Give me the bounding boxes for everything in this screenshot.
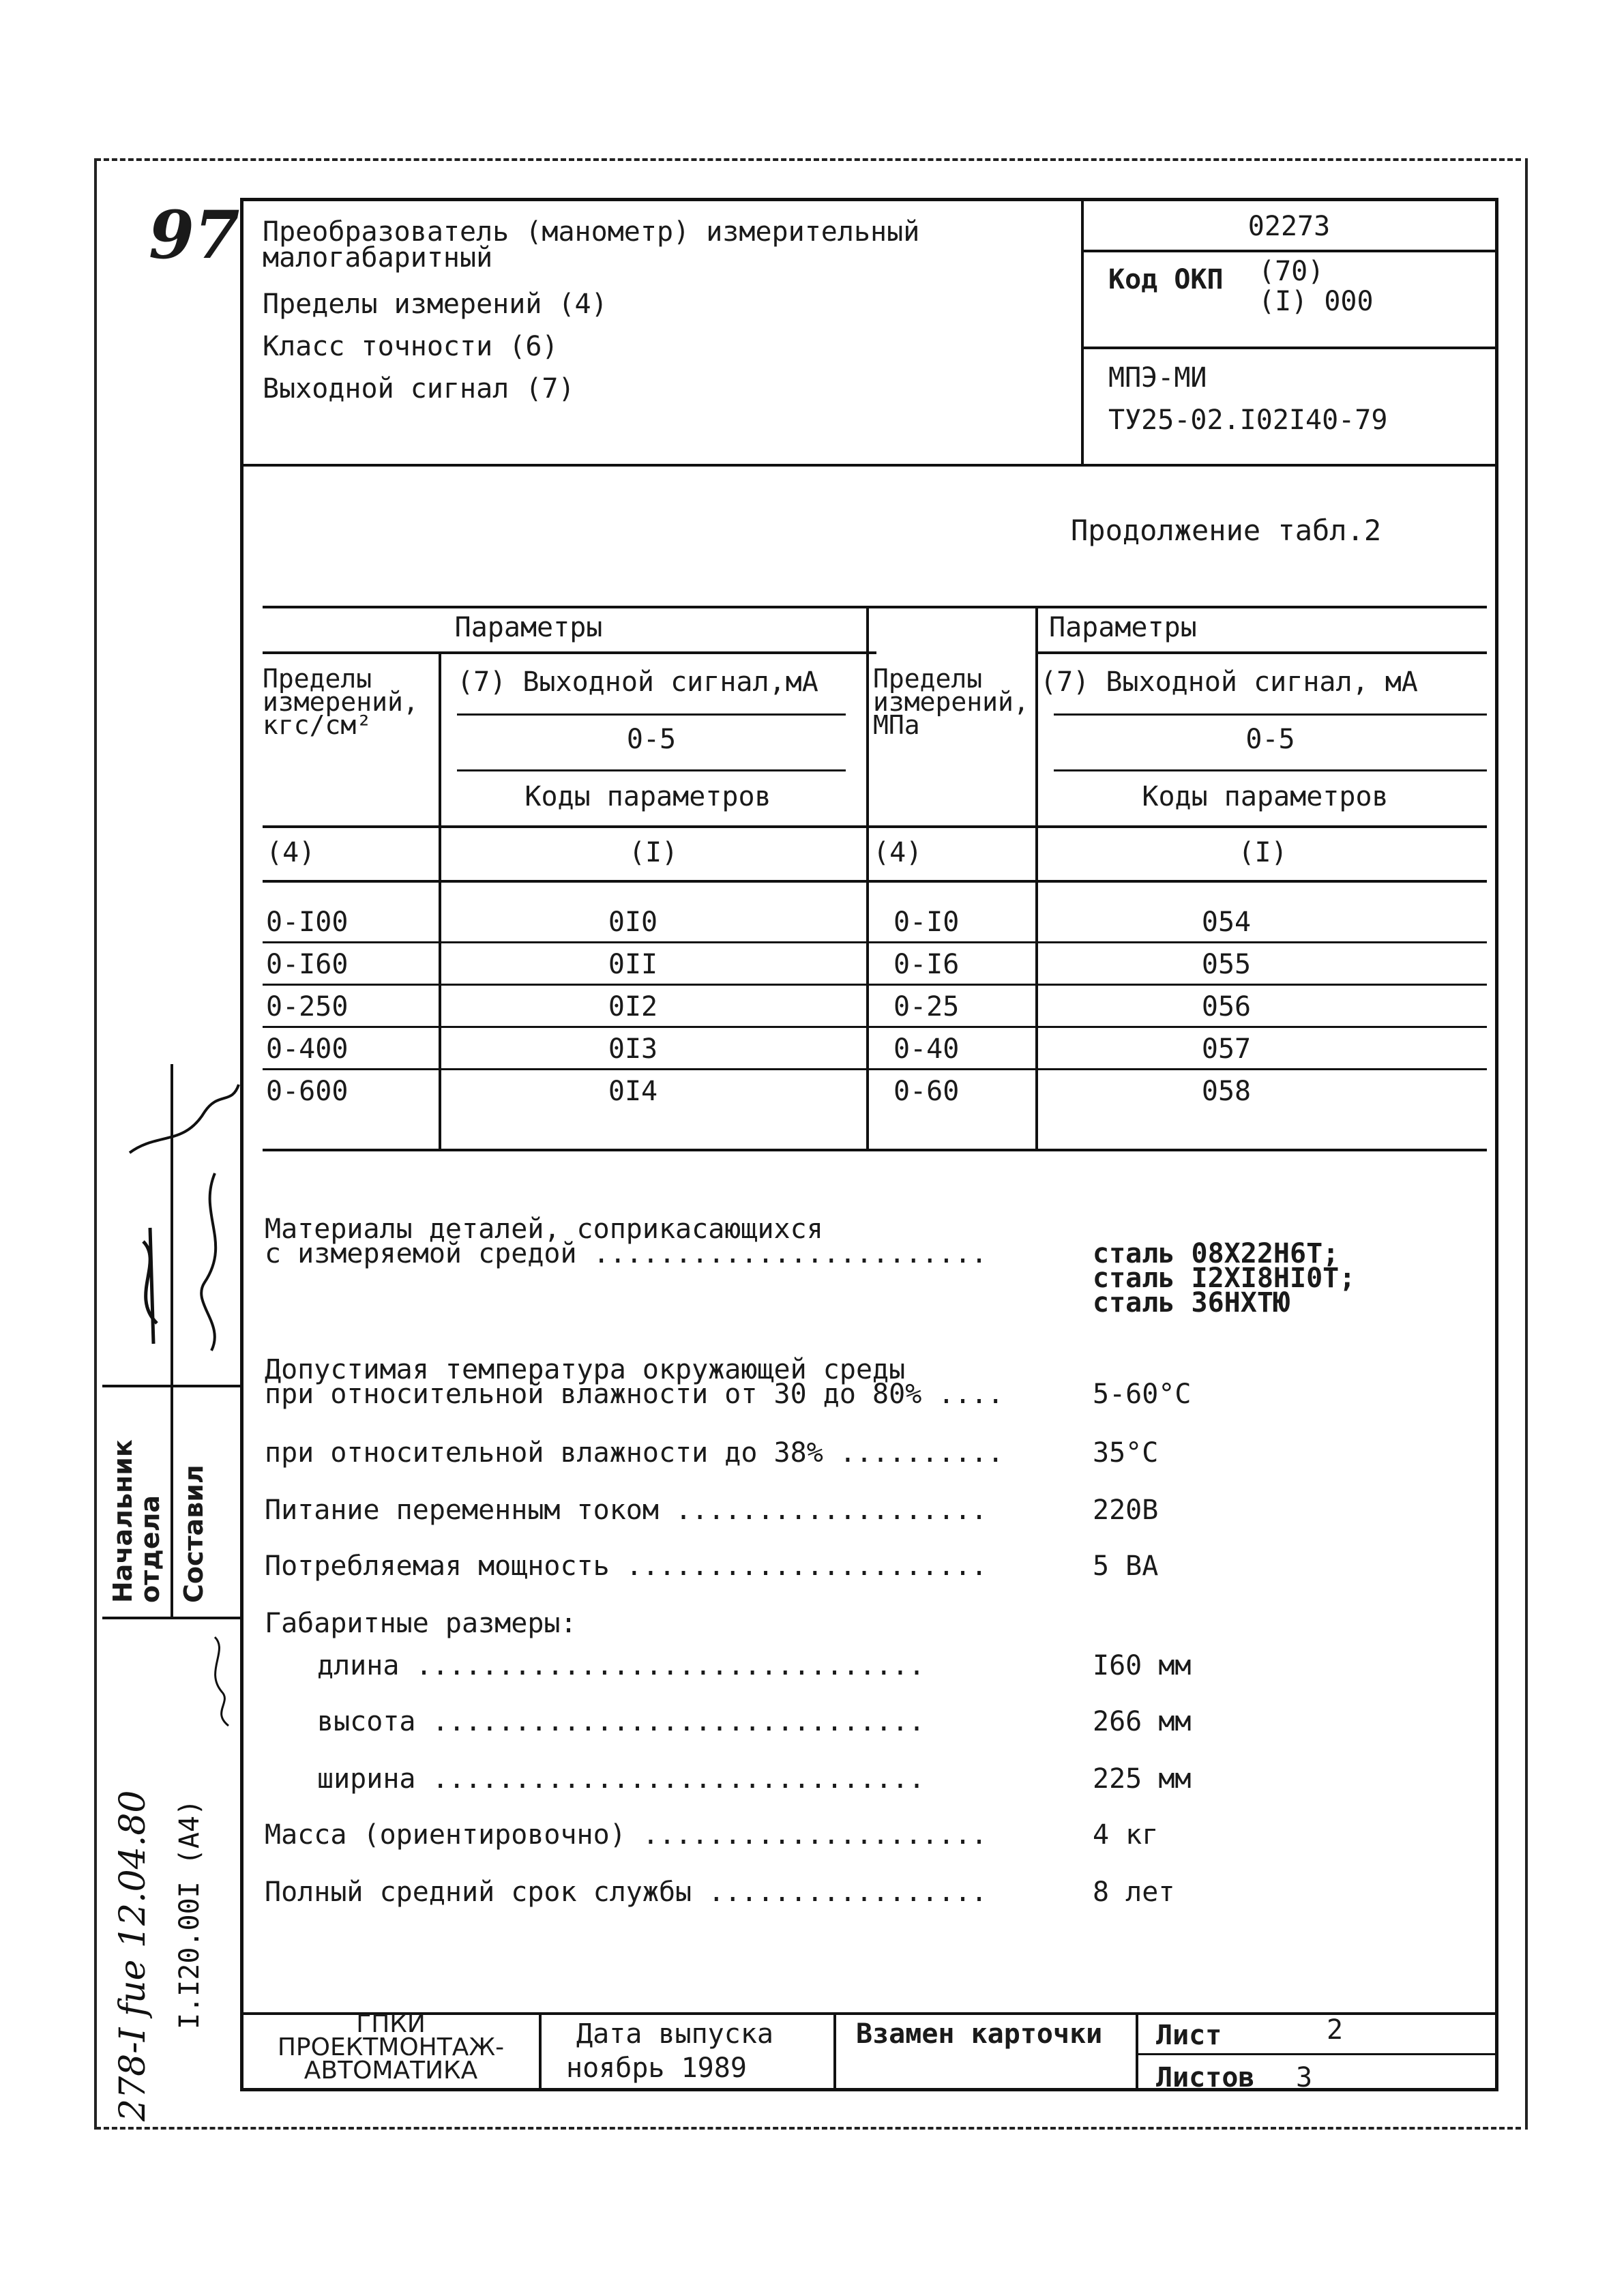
height-label: высота .............................. bbox=[317, 1706, 926, 1737]
replaces-card-label: Взамен карточки bbox=[856, 2018, 1103, 2050]
header-divider bbox=[1081, 199, 1084, 465]
power-value: 220В bbox=[1093, 1495, 1159, 1526]
product-name-line1: Преобразователь (манометр) измерительный bbox=[263, 216, 920, 248]
temperature-value: 5-60°С bbox=[1093, 1379, 1192, 1410]
cut-line-bottom bbox=[95, 2127, 1521, 2130]
output-header-left: (7) Выходной сигнал,мА bbox=[457, 666, 818, 698]
table-row-code: 058 bbox=[1201, 1076, 1252, 1107]
range-header-right: Пределы измерений, МПа bbox=[873, 664, 1029, 740]
humidity-value: 35°С bbox=[1093, 1437, 1159, 1469]
width-value: 225 мм bbox=[1093, 1763, 1192, 1795]
table-row-code: 054 bbox=[1201, 907, 1252, 938]
product-name-line2: малогабаритный bbox=[263, 242, 493, 274]
width-label: ширина .............................. bbox=[317, 1763, 926, 1795]
length-value: I60 мм bbox=[1093, 1650, 1192, 1681]
table-col-divider-1 bbox=[439, 651, 441, 1149]
temperature-label-2: при относительной влажности от 30 до 80% .... bbox=[265, 1379, 1004, 1410]
range-header-left: Пределы измерений, кгс/см² bbox=[263, 664, 419, 740]
footer-divider-1 bbox=[539, 2012, 542, 2090]
codes-header-right: Коды параметров bbox=[1142, 781, 1389, 812]
col-number-1-right: (I) bbox=[1238, 837, 1288, 868]
document-frame bbox=[240, 198, 1498, 2091]
consumption-label: Потребляемая мощность ...................... bbox=[265, 1550, 988, 1582]
col-number-1-left: (I) bbox=[628, 837, 679, 868]
cut-line-right bbox=[1525, 158, 1528, 2130]
table-numbers-line bbox=[263, 880, 1487, 883]
col-number-4-right: (4) bbox=[873, 837, 923, 868]
output-value-left: 0-5 bbox=[626, 724, 677, 755]
service-life-value: 8 лет bbox=[1093, 1876, 1175, 1908]
dimensions-label: Габаритные размеры: bbox=[265, 1608, 577, 1639]
table-params-line-right bbox=[1037, 651, 1487, 654]
row-line-1 bbox=[263, 941, 1487, 943]
power-label: Питание переменным током ................... bbox=[265, 1495, 988, 1526]
doc-code: I.I20.00I (A4) bbox=[174, 1799, 205, 2029]
header-line-2 bbox=[1081, 347, 1498, 349]
okp-code-bottom: (I) 000 bbox=[1258, 286, 1374, 317]
table-top-line bbox=[263, 606, 1487, 608]
table-row-range: 0-I60 bbox=[266, 949, 349, 980]
table-row-range: 0-250 bbox=[266, 991, 349, 1022]
table-row-code: 0I2 bbox=[608, 991, 658, 1022]
sheets-value: 3 bbox=[1296, 2062, 1313, 2093]
signature-marks bbox=[102, 1037, 246, 1733]
spec-number: ТУ25-02.I02I40-79 bbox=[1108, 404, 1388, 436]
materials-value-1: сталь 08Х22Н6Т; bbox=[1093, 1238, 1340, 1269]
table-row-code: 057 bbox=[1201, 1033, 1252, 1065]
org-line-2: ПРОЕКТМОНТАЖ- bbox=[277, 2033, 505, 2061]
consumption-value: 5 ВА bbox=[1093, 1550, 1159, 1582]
service-life-label: Полный средний срок службы ................. bbox=[265, 1876, 988, 1908]
table-codes-line-right bbox=[1054, 769, 1487, 771]
table-row-code: 0I3 bbox=[608, 1033, 658, 1065]
org-line-3: АВТОМАТИКА bbox=[304, 2057, 478, 2085]
table-row-range: 0-600 bbox=[266, 1076, 349, 1107]
row-line-4 bbox=[263, 1068, 1487, 1070]
range-line: Пределы измерений (4) bbox=[263, 289, 608, 320]
table-header-line bbox=[263, 825, 1487, 828]
output-value-right: 0-5 bbox=[1245, 724, 1295, 755]
row-line-2 bbox=[263, 984, 1487, 986]
cut-line-top bbox=[95, 158, 1521, 161]
table-bottom-line bbox=[263, 1149, 1487, 1151]
table-row-code: 0II bbox=[608, 949, 658, 980]
table-row-range: 0-40 bbox=[893, 1033, 960, 1065]
height-value: 266 мм bbox=[1093, 1706, 1192, 1737]
header-bottom-line bbox=[241, 464, 1498, 467]
table-row-code: 055 bbox=[1201, 949, 1252, 980]
okp-label: Код ОКП bbox=[1108, 264, 1224, 295]
page-number: 97 bbox=[149, 196, 240, 274]
okp-code-top: (70) bbox=[1258, 256, 1325, 287]
table-codes-line-left bbox=[457, 769, 846, 771]
table-output-line-left bbox=[457, 713, 846, 716]
mass-value: 4 кг bbox=[1093, 1819, 1159, 1851]
codes-header-left: Коды параметров bbox=[524, 781, 771, 812]
col-number-4-left: (4) bbox=[266, 837, 316, 868]
materials-value-3: сталь 36НХТЮ bbox=[1093, 1287, 1290, 1319]
model: МПЭ-МИ bbox=[1108, 362, 1207, 394]
table-row-range: 0-60 bbox=[893, 1076, 960, 1107]
cut-line-left bbox=[94, 158, 97, 2130]
issue-date-value: ноябрь 1989 bbox=[566, 2052, 747, 2084]
params-label-right: Параметры bbox=[1049, 612, 1197, 643]
table-row-code: 0I4 bbox=[608, 1076, 658, 1107]
materials-label-1: Материалы деталей, соприкасающихся bbox=[265, 1213, 823, 1245]
table-row-range: 0-25 bbox=[893, 991, 960, 1022]
issue-date-label: Дата выпуска bbox=[576, 2018, 773, 2050]
sheet-value: 2 bbox=[1327, 2014, 1344, 2046]
mass-label: Масса (ориентировочно) ..................... bbox=[265, 1819, 988, 1851]
footer-divider-3 bbox=[1136, 2012, 1138, 2090]
card-number: 02273 bbox=[1247, 211, 1331, 242]
org-line-1: ГПКИ bbox=[356, 2010, 426, 2038]
header-line-1 bbox=[1081, 250, 1498, 252]
handwritten-note: 278-I fuе 12.04.80 bbox=[113, 1790, 153, 2121]
output-header-right: (7) Выходной сигнал, мА bbox=[1040, 666, 1418, 698]
table-row-range: 0-I00 bbox=[266, 907, 349, 938]
table-output-line-right bbox=[1054, 713, 1487, 716]
table-row-range: 0-I6 bbox=[893, 949, 960, 980]
row-line-3 bbox=[263, 1026, 1487, 1028]
length-label: длина ............................... bbox=[317, 1650, 926, 1681]
table-row-code: 0I0 bbox=[608, 907, 658, 938]
continuation-title: Продолжение табл.2 bbox=[1071, 514, 1382, 547]
footer-sheet-line bbox=[1136, 2053, 1498, 2055]
sheet-label: Лист bbox=[1156, 2020, 1222, 2051]
table-row-range: 0-400 bbox=[266, 1033, 349, 1065]
accuracy-line: Класс точности (6) bbox=[263, 331, 559, 362]
temperature-label-1: Допустимая температура окружающей среды bbox=[265, 1354, 906, 1385]
table-params-line bbox=[263, 651, 876, 654]
table-col-divider-2 bbox=[866, 606, 869, 1149]
sheets-label: Листов bbox=[1156, 2062, 1255, 2093]
params-label-left: Параметры bbox=[454, 612, 603, 643]
composed-by-label: Составил bbox=[179, 1465, 209, 1603]
humidity-label: при относительной влажности до 38% .......... bbox=[265, 1437, 1004, 1469]
output-line: Выходной сигнал (7) bbox=[263, 373, 575, 404]
table-row-range: 0-I0 bbox=[893, 907, 960, 938]
materials-label-2: с измеряемой средой ........................ bbox=[265, 1238, 988, 1269]
head-of-department-label: Начальник отдела bbox=[108, 1439, 165, 1603]
table-row-code: 056 bbox=[1201, 991, 1252, 1022]
materials-value-2: сталь I2XI8HI0T; bbox=[1093, 1263, 1356, 1294]
footer-divider-2 bbox=[833, 2012, 836, 2090]
